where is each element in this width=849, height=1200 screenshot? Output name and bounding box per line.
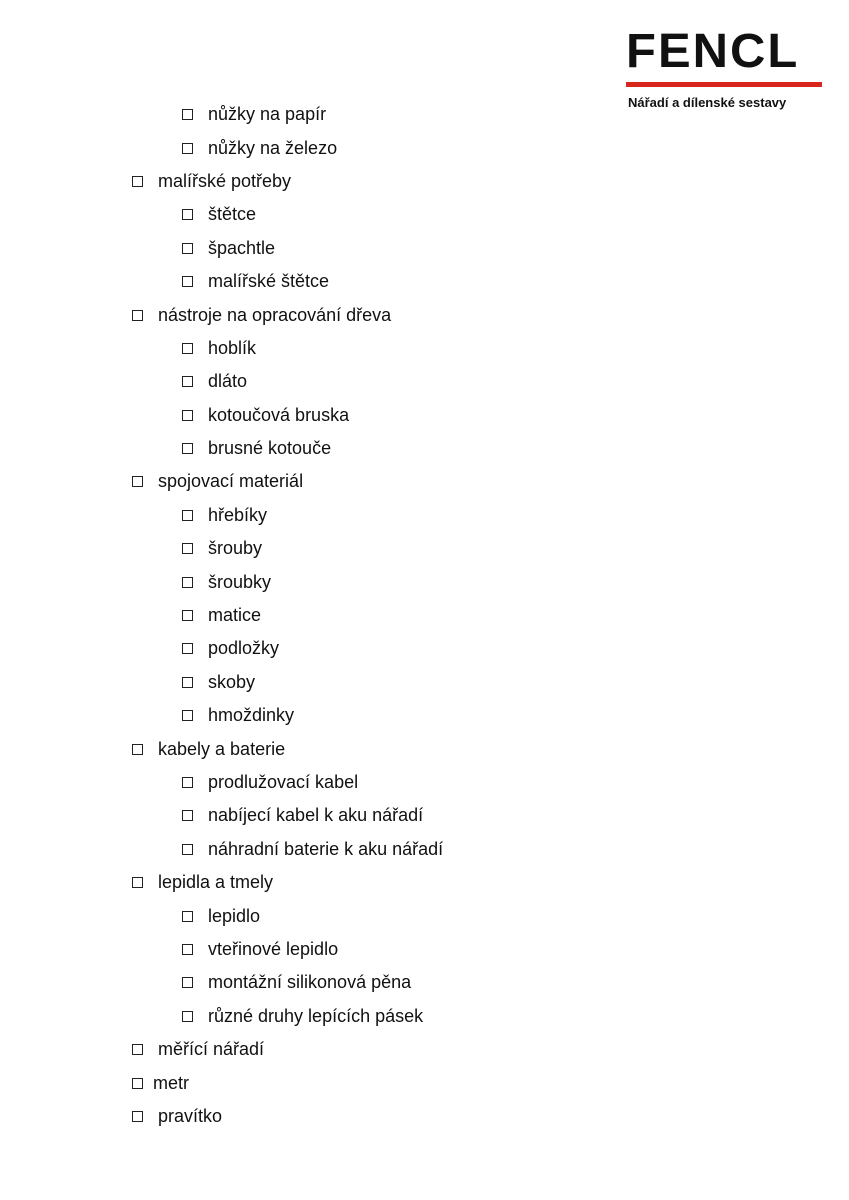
checkbox[interactable] <box>182 109 193 120</box>
checklist-item-label: vteřinové lepidlo <box>208 938 339 959</box>
checkbox[interactable] <box>182 911 193 922</box>
checklist-item <box>0 198 700 231</box>
checklist-item-label: špachtle <box>208 237 276 258</box>
checkbox[interactable] <box>132 744 143 755</box>
checklist-item-label: lepidlo <box>208 905 261 926</box>
checkbox[interactable] <box>132 1044 143 1055</box>
checklist-category <box>0 1066 700 1099</box>
brand-logo <box>626 25 822 110</box>
checkbox[interactable] <box>182 209 193 220</box>
checklist-item-label: skoby <box>208 671 256 692</box>
checkbox[interactable] <box>182 610 193 621</box>
checklist-item <box>0 766 700 799</box>
checklist-item-label: spojovací materiál <box>158 471 304 492</box>
checkbox[interactable] <box>182 777 193 788</box>
checklist-item <box>0 833 700 866</box>
checkbox[interactable] <box>182 710 193 721</box>
checkbox[interactable] <box>182 510 193 521</box>
checklist-item <box>0 666 700 699</box>
checklist-item-label: matice <box>208 605 262 626</box>
checklist-item-label: nůžky na železo <box>208 137 338 158</box>
checkbox[interactable] <box>132 877 143 888</box>
checklist-item <box>0 365 700 398</box>
checklist-item-label: dláto <box>208 371 248 392</box>
checklist-item <box>0 98 700 131</box>
checkbox[interactable] <box>182 143 193 154</box>
checklist-item <box>0 899 700 932</box>
checklist-item <box>0 131 700 164</box>
checklist-item <box>0 799 700 832</box>
checklist-item <box>0 399 700 432</box>
checklist-item-label: brusné kotouče <box>208 438 332 459</box>
logo-tagline: Nářadí a dílenské sestavy <box>628 95 787 110</box>
checkbox[interactable] <box>182 810 193 821</box>
checkbox[interactable] <box>182 276 193 287</box>
checklist-item-label: nabíjecí kabel k aku nářadí <box>208 805 424 826</box>
checklist-item-label: malířské štětce <box>208 271 330 292</box>
checklist-item <box>0 599 700 632</box>
checkbox[interactable] <box>182 977 193 988</box>
checklist-item-label: náhradní baterie k aku nářadí <box>208 838 444 859</box>
checklist-item-label: různé druhy lepících pásek <box>208 1005 424 1026</box>
checklist-category <box>0 1033 700 1066</box>
checklist-item-label: štětce <box>208 204 257 225</box>
checklist-item-label: prodlužovací kabel <box>208 772 359 792</box>
checkbox[interactable] <box>182 643 193 654</box>
checklist-item <box>0 699 700 732</box>
checklist-item-label: měřící nářadí <box>158 1039 265 1060</box>
checkbox[interactable] <box>132 1111 143 1122</box>
checklist-item <box>0 966 700 999</box>
checklist-item <box>0 532 700 565</box>
checklist-item <box>0 632 700 665</box>
checklist-item <box>0 332 700 365</box>
checklist-item <box>0 499 700 532</box>
checklist-item-label: hřebíky <box>208 504 268 525</box>
checkbox[interactable] <box>132 1078 143 1089</box>
checklist-item <box>0 232 700 265</box>
checkbox[interactable] <box>182 243 193 254</box>
checkbox[interactable] <box>132 176 143 187</box>
checklist-item <box>0 933 700 966</box>
checkbox[interactable] <box>182 1011 193 1022</box>
checklist-item-label: šroubky <box>208 571 272 592</box>
checklist-category <box>0 732 700 765</box>
checklist-item-label: metr <box>153 1072 189 1093</box>
checklist-category <box>0 1100 700 1133</box>
checklist-category <box>0 465 700 498</box>
checkbox[interactable] <box>182 577 193 588</box>
checklist-item-label: lepidla a tmely <box>158 872 274 893</box>
checkbox[interactable] <box>182 844 193 855</box>
checklist-item-label: malířské potřeby <box>158 170 292 191</box>
checklist-item <box>0 1000 700 1033</box>
logo-wordmark: FENCL <box>626 25 800 78</box>
checklist-item-label: kotoučová bruska <box>208 404 350 425</box>
checklist-item <box>0 265 700 298</box>
checklist-item-label: nástroje na opracování dřeva <box>158 304 392 325</box>
checklist-item-label: podložky <box>208 638 280 659</box>
checkbox[interactable] <box>182 677 193 688</box>
checklist-item <box>0 565 700 598</box>
checkbox[interactable] <box>182 410 193 421</box>
checklist-category <box>0 866 700 899</box>
checkbox[interactable] <box>182 443 193 454</box>
checklist-item-label: kabely a baterie <box>158 738 286 759</box>
checkbox[interactable] <box>182 543 193 554</box>
checkbox[interactable] <box>132 476 143 487</box>
checklist-item-label: hmoždinky <box>208 705 295 726</box>
checklist-item-label: montážní silikonová pěna <box>208 972 412 993</box>
checklist <box>0 98 700 1133</box>
checklist-item-label: nůžky na papír <box>208 104 327 125</box>
checkbox[interactable] <box>182 944 193 955</box>
checkbox[interactable] <box>132 310 143 321</box>
checklist-item-label: hoblík <box>208 337 257 358</box>
checklist-category <box>0 298 700 331</box>
checklist-item-label: šrouby <box>208 538 263 559</box>
checkbox[interactable] <box>182 376 193 387</box>
checklist-item <box>0 432 700 465</box>
logo-accent-bar <box>626 82 822 87</box>
checklist-item-label: pravítko <box>158 1105 223 1126</box>
checklist-category <box>0 165 700 198</box>
checkbox[interactable] <box>182 343 193 354</box>
